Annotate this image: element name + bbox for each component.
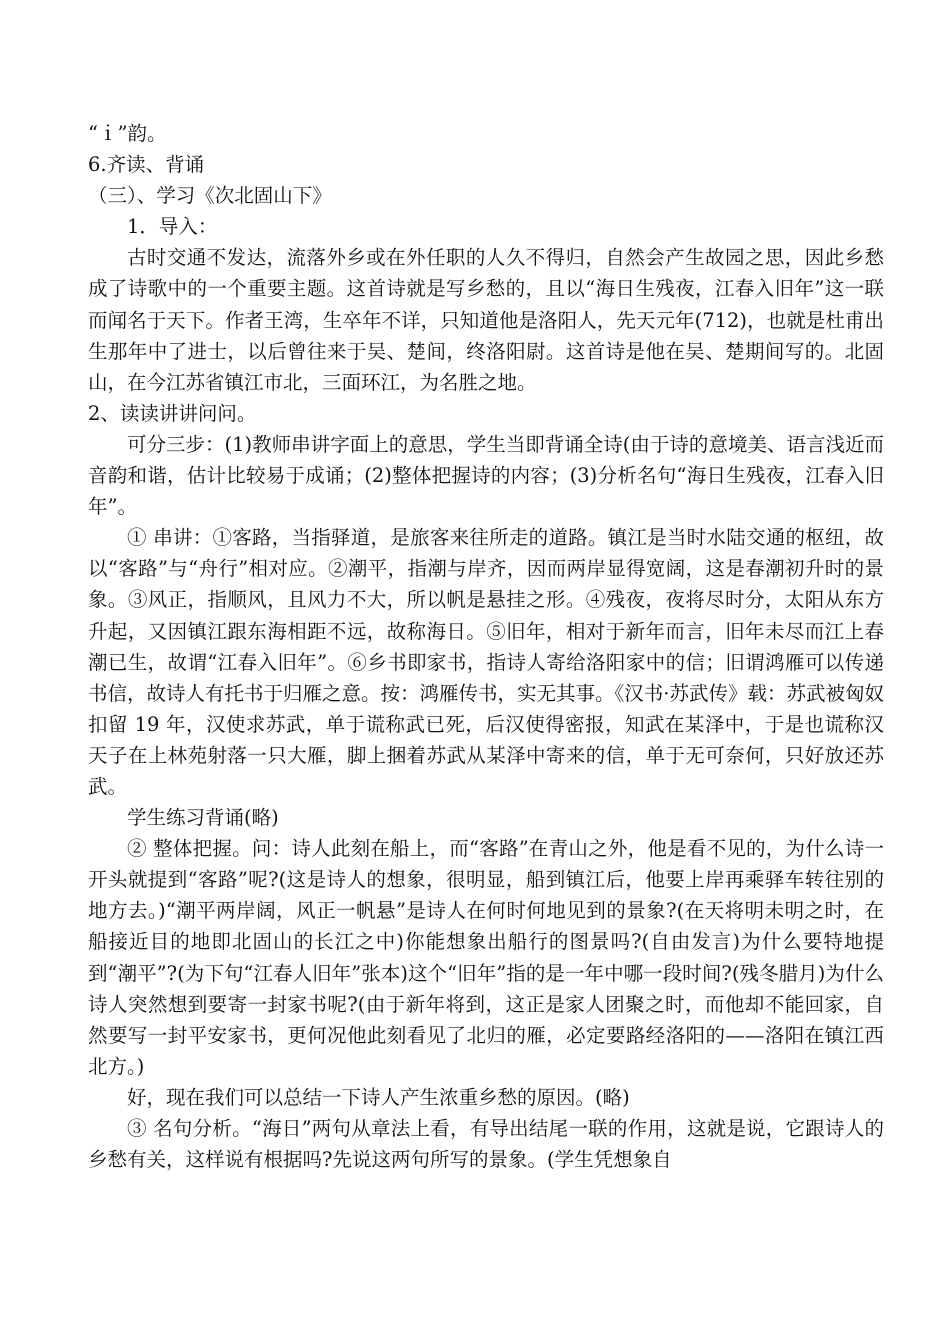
section-heading-3: （三）、学习《次北固山下》 <box>88 184 332 208</box>
paragraph-step-2-heading: 2、读读讲讲问问。 <box>88 401 257 425</box>
paragraph-intro-body: 古时交通不发达，流落外乡或在外任职的人久不得归，自然会产生故园之思，因此乡愁成了诗歌中的一个重要主题。这首诗就是写乡愁的，且以“海日生残夜，江春入旧年”这一联而闻名于天下。作者王湾，生卒年不详，只知道他是洛阳人，先天元年(712)，也就是杜甫出生那年中了进士，以后曾往来于吴、楚间，终洛阳尉。这首诗是他在吴、楚期间写的。北固山，在今江苏省镇江市北，三面环江，为名胜之地。 <box>88 246 884 394</box>
paragraph-step-6: 6.齐读、背诵 <box>88 153 205 177</box>
paragraph-overall-grasp: ② 整体把握。问：诗人此刻在船上，而“客路”在青山之外，他是看不见的，为什么诗一开头就提到“客路”呢?(这是诗人的想象，很明显，船到镇江后，他要上岸再乘驿车转往别的地方去。)“潮平两岸阔，风正一帆悬”是诗人在何时何地见到的景象?(在天将明未明之时，在船接近目的地即北固山的长江之中)你能想象出船行的图景吗?(自由发言)为什么要特地提到“潮平”?(为下句“江春人旧年”张本)这个“旧年”指的是一年中哪一段时间?(残冬腊月)为什么诗人突然想到要寄一封家书呢?(由于新年将到，这正是家人团聚之时，而他却不能回家，自然要写一封平安家书，更何况他此刻看见了北归的雁，必定要路经洛阳的——洛阳在镇江西北方。) <box>88 837 884 1078</box>
paragraph-explanation: ① 串讲：①客路，当指驿道，是旅客来往所走的道路。镇江是当时水陆交通的枢纽，故以“客路”与“舟行”相对应。②潮平，指潮与岸齐，因而两岸显得宽阔，这是春潮初升时的景象。③风正，指顺风，且风力不大，所以帆是悬挂之形。④残夜，夜将尽时分，太阳从东方升起，又因镇江跟东海相距不远，故称海日。⑤旧年，相对于新年而言，旧年未尽而江上春潮已生，故谓“江春入旧年”。⑥乡书即家书，指诗人寄给洛阳家中的信；旧谓鸿雁可以传递书信，故诗人有托书于归雁之意。按：鸿雁传书，实无其事。《汉书·苏武传》载：苏武被匈奴扣留 19 年，汉使求苏武，单于谎称武已死，后汉使得密报，知武在某泽中，于是也谎称汉天子在上林苑射落一只大雁，脚上捆着苏武从某泽中寄来的信，单于无可奈何，只好放还苏武。 <box>88 526 884 798</box>
paragraph-intro-heading: 1．导入： <box>127 215 218 239</box>
paragraph-three-steps: 可分三步：(1)教师串讲字面上的意思，学生当即背诵全诗(由于诗的意境美、语言浅近而音韵和谐，估计比较易于成诵；(2)整体把握诗的内容；(3)分析名句“海日生残夜，江春入旧年”。 <box>88 432 884 519</box>
paragraph-rhyme-note: “ｉ”韵。 <box>88 122 167 145</box>
paragraph-famous-lines: ③ 名句分析。“海日”两句从章法上看，有导出结尾一联的作用，这就是说，它跟诗人的乡愁有关，这样说有根据吗?先说这两句所写的景象。(学生凭想象自 <box>88 1117 884 1172</box>
paragraph-summary: 好，现在我们可以总结一下诗人产生浓重乡愁的原因。(略) <box>127 1085 630 1109</box>
paragraph-recite-practice: 学生练习背诵(略) <box>127 806 279 830</box>
document-body <box>88 118 884 1175</box>
